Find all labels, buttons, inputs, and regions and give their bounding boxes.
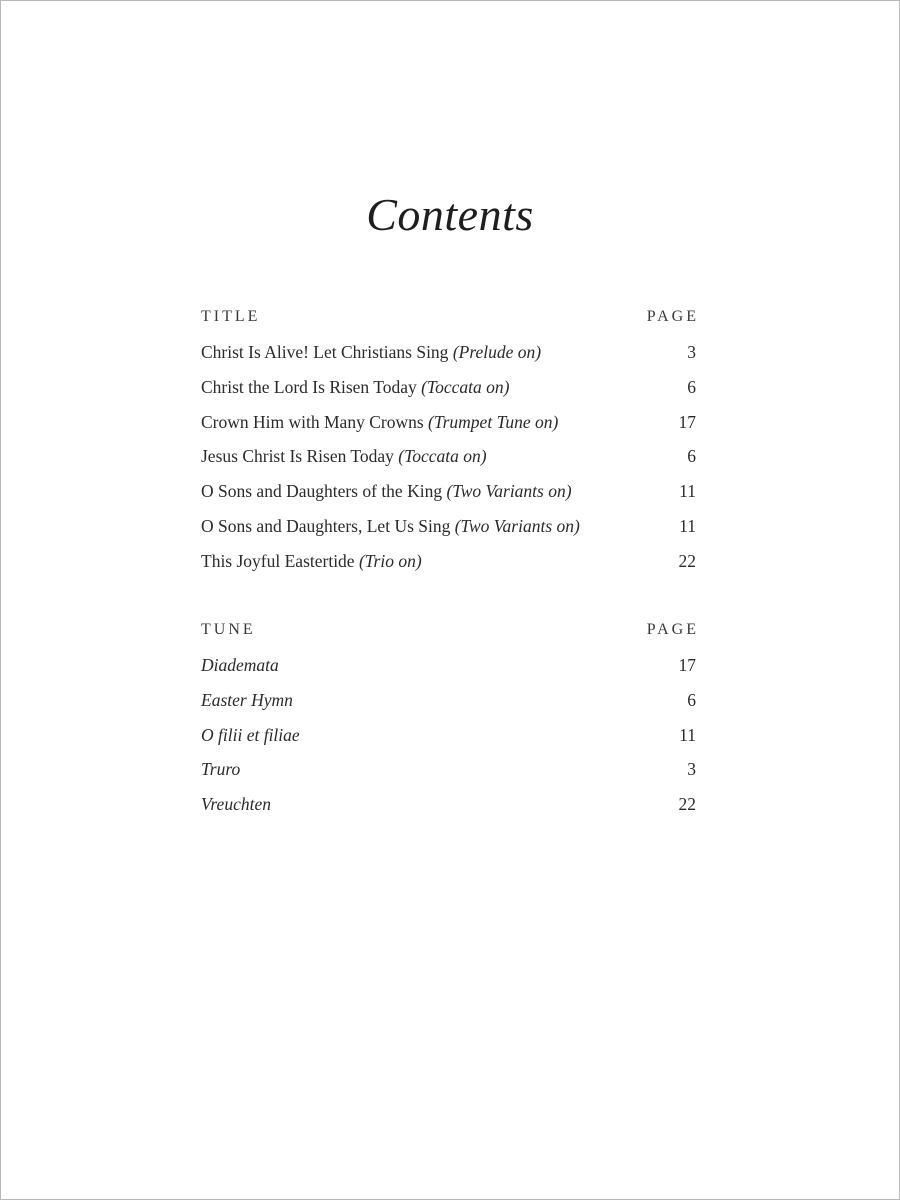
list-item	[201, 516, 696, 551]
title-column-header: TITLE	[201, 308, 261, 325]
tunes-section	[201, 621, 699, 829]
list-item	[201, 446, 696, 481]
list-item	[201, 655, 696, 690]
tune-column-header: TUNE	[201, 621, 256, 638]
list-item	[201, 412, 696, 447]
titles-header	[201, 308, 699, 336]
page-number: 17	[678, 411, 696, 432]
tune-name: Easter Hymn	[201, 689, 293, 710]
tunes-header	[201, 621, 699, 649]
hymn-note: (Toccata on)	[421, 376, 510, 397]
list-item	[201, 342, 696, 377]
list-item	[201, 481, 696, 516]
page-column-header: PAGE	[646, 621, 699, 638]
hymn-note: (Two Variants on)	[454, 515, 580, 536]
list-item	[201, 690, 696, 725]
hymn-title: Crown Him with Many Crowns (Trumpet Tune on)	[201, 411, 559, 432]
list-item	[201, 377, 696, 412]
page-number: 22	[678, 794, 696, 815]
page-number: 11	[679, 724, 696, 745]
hymn-note: (Trio on)	[358, 550, 422, 571]
page-number: 11	[679, 515, 696, 536]
page-title: Contents	[366, 189, 534, 240]
page-number: 22	[678, 550, 696, 571]
hymn-title: Jesus Christ Is Risen Today (Toccata on)	[201, 446, 487, 467]
page-number: 6	[687, 446, 696, 467]
list-item	[201, 759, 696, 794]
page-number: 17	[678, 655, 696, 675]
hymn-note: (Toccata on)	[398, 446, 487, 467]
page-number: 6	[687, 689, 696, 710]
hymn-title: This Joyful Eastertide (Trio on)	[201, 550, 422, 571]
tune-name: Truro	[201, 759, 241, 780]
page-column-header: PAGE	[646, 308, 699, 325]
titles-section	[201, 308, 699, 586]
list-item	[201, 725, 696, 760]
list-item	[201, 794, 696, 829]
tune-name: Diademata	[201, 655, 279, 675]
hymn-title: O Sons and Daughters, Let Us Sing (Two Variants on)	[201, 515, 580, 536]
page-number: 11	[679, 481, 696, 502]
hymn-note: (Two Variants on)	[446, 481, 572, 502]
page-number: 6	[687, 376, 696, 397]
hymn-title: O Sons and Daughters of the King (Two Variants on)	[201, 481, 572, 502]
hymn-title: Christ Is Alive! Let Christians Sing (Prelude on)	[201, 342, 542, 362]
page-number: 3	[687, 759, 696, 780]
tune-name: Vreuchten	[201, 794, 271, 815]
hymn-note: (Trumpet Tune on)	[428, 411, 559, 432]
page-number: 3	[687, 342, 696, 362]
list-item	[201, 551, 696, 586]
tune-name: O filii et filiae	[201, 724, 300, 745]
hymn-note: (Prelude on)	[452, 342, 542, 362]
hymn-title: Christ the Lord Is Risen Today (Toccata on)	[201, 376, 510, 397]
